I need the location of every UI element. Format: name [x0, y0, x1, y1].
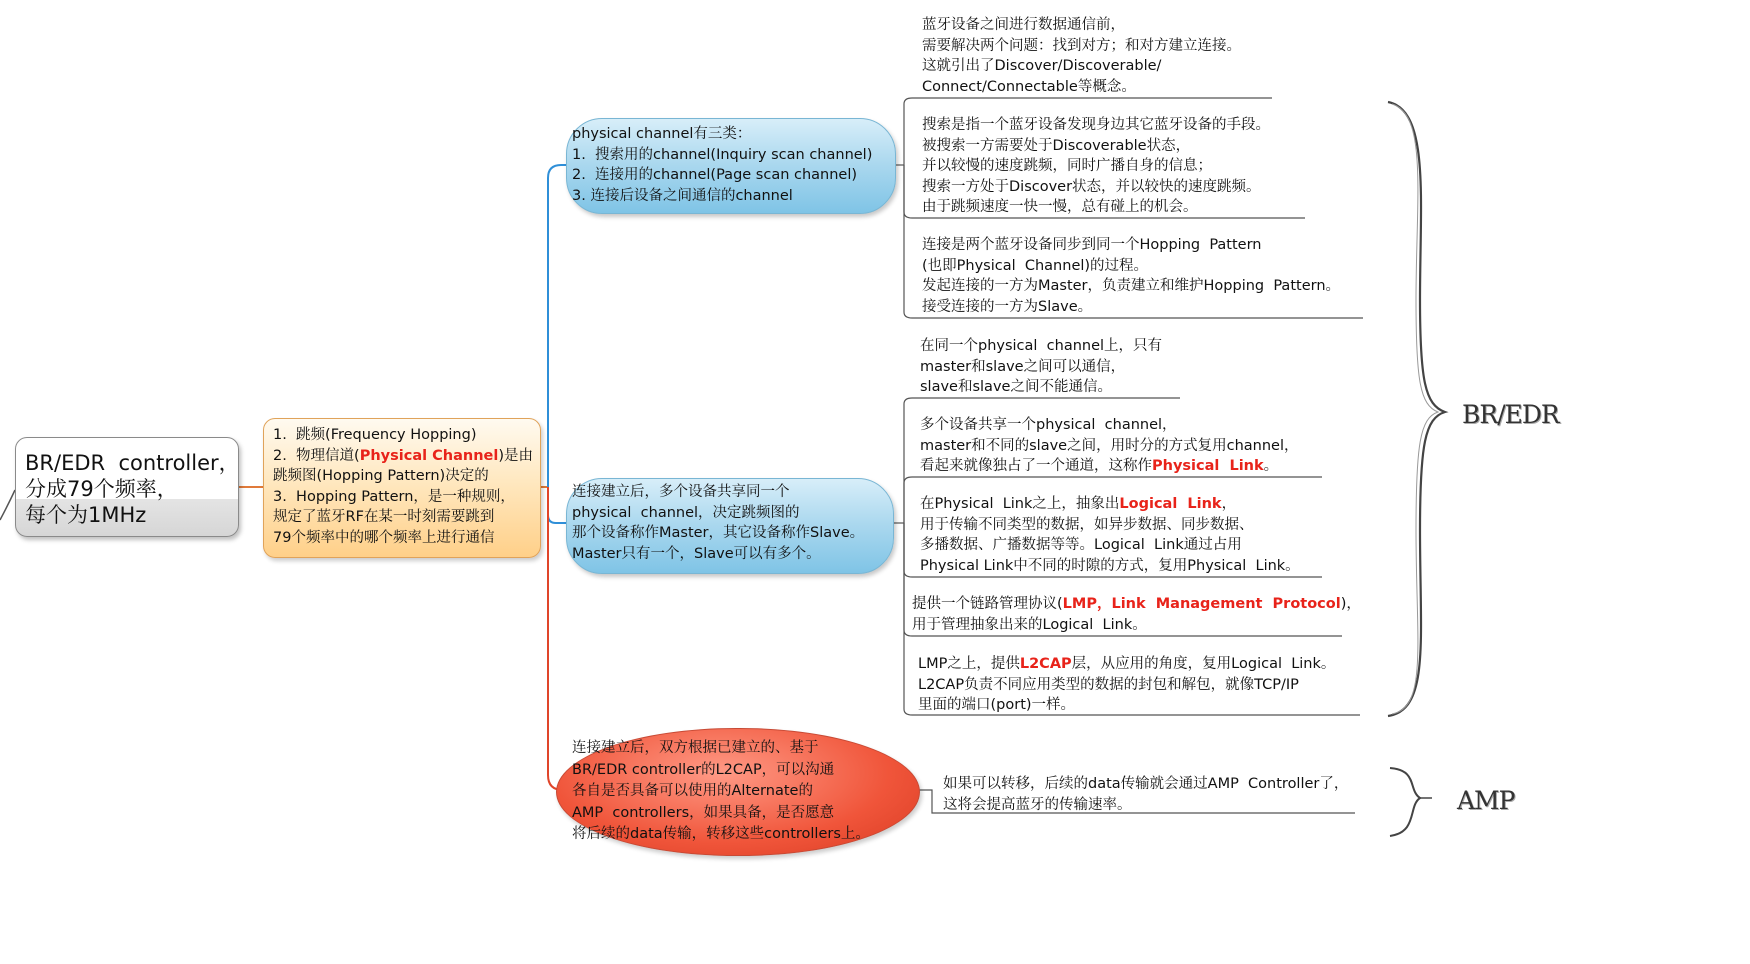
lmp-highlight: LMP，Link Management Protocol [1062, 596, 1341, 612]
logical-link-highlight: Logical Link [1119, 496, 1222, 512]
frequency-hopping-text: 1. 跳频(Frequency Hopping) 2. 物理信道(Physical Channel)是由 跳频图(Hopping Pattern)决定的 3. Hopping Pattern，是一种规则， 规定了蓝牙RF在某一时刻需要跳到 79个频率中的哪个频率上进行通信 [273, 427, 533, 546]
leaf-l2cap: LMP之上，提供L2CAP层，从应用的角度，复用Logical Link。 L2CAP负责不同应用类型的数据的封包和解包，就像TCP/IP 里面的端口(port)一样。 [918, 656, 1336, 713]
leaf-amp-transfer: 如果可以转移，后续的data传输就会通过AMP Controller了， 这将会提高蓝牙的传输速率。 [943, 776, 1349, 813]
amp-brace [1390, 768, 1420, 836]
root-node-text: BR/EDR controller， 分成79个频率， 每个为1MHz [25, 451, 240, 527]
leaf-lmp: 提供一个链路管理协议(LMP，Link Management Protocol)， 用于管理抽象出来的Logical Link。 [912, 596, 1361, 633]
leaf-physical-link: 多个设备共享一个physical channel， master和不同的slave之间，用时分的方式复用channel， 看起来就像独占了一个通道，这称作Physical Link。 [920, 417, 1299, 474]
bredr-brace [1388, 102, 1445, 716]
leaf-same-channel: 在同一个physical channel上，只有 master和slave之间可以通信， slave和slave之间不能通信。 [920, 338, 1163, 395]
amp-label: AMP [1457, 786, 1515, 815]
leaf-page: 连接是两个蓝牙设备同步到同一个Hopping Pattern (也即Physical Channel)的过程。 发起连接的一方为Master，负责建立和维护Hopping Pattern。 接受连接的一方为Slave。 [922, 237, 1341, 315]
leaf-discover-intro: 蓝牙设备之间进行数据通信前， 需要解决两个问题：找到对方；和对方建立连接。 这就引出了Discover/Discoverable/ Connect/Connectable等概念。 [922, 17, 1241, 95]
bredr-label: BR/EDR [1462, 400, 1559, 429]
l2cap-highlight: L2CAP [1019, 656, 1072, 672]
amp-negotiation-text: 连接建立后，双方根据已建立的、基于 BR/EDR controller的L2CAP，可以沟通 各自是否具备可以使用的Alternate的 AMP controllers，如果具备，是否愿意 将后续的data传输，转移这些controllers上。 [572, 740, 870, 842]
physical-channel-highlight: Physical Channel [359, 447, 499, 464]
physical-channel-types-text: physical channel有三类： 1. 搜索用的channel(Inquiry scan channel) 2. 连接用的channel(Page scan channel) 3. 连接后设备之间通信的channel [572, 126, 873, 204]
leaf-logical-link: 在Physical Link之上，抽象出Logical Link， 用于传输不同类型的数据，如异步数据、同步数据、 多播数据、广播数据等等。Logical Link通过占用 Physical Link中不同的时隙的方式，复用Physical Link。 [920, 496, 1300, 574]
physical-link-highlight: Physical Link [1152, 458, 1264, 474]
leaf-inquiry: 搜索是指一个蓝牙设备发现身边其它蓝牙设备的手段。 被搜索一方需要处于Discoverable状态， 并以较慢的速度跳频，同时广播自身的信息； 搜索一方处于Discover状态，并以较快的速度跳频。 由于跳频速度一快一慢，总有碰上的机会。 [922, 117, 1270, 215]
master-slave-text: 连接建立后，多个设备共享同一个 physical channel，决定跳频图的 那个设备称作Master，其它设备称作Slave。 Master只有一个，Slave可以有多个。 [572, 484, 865, 562]
